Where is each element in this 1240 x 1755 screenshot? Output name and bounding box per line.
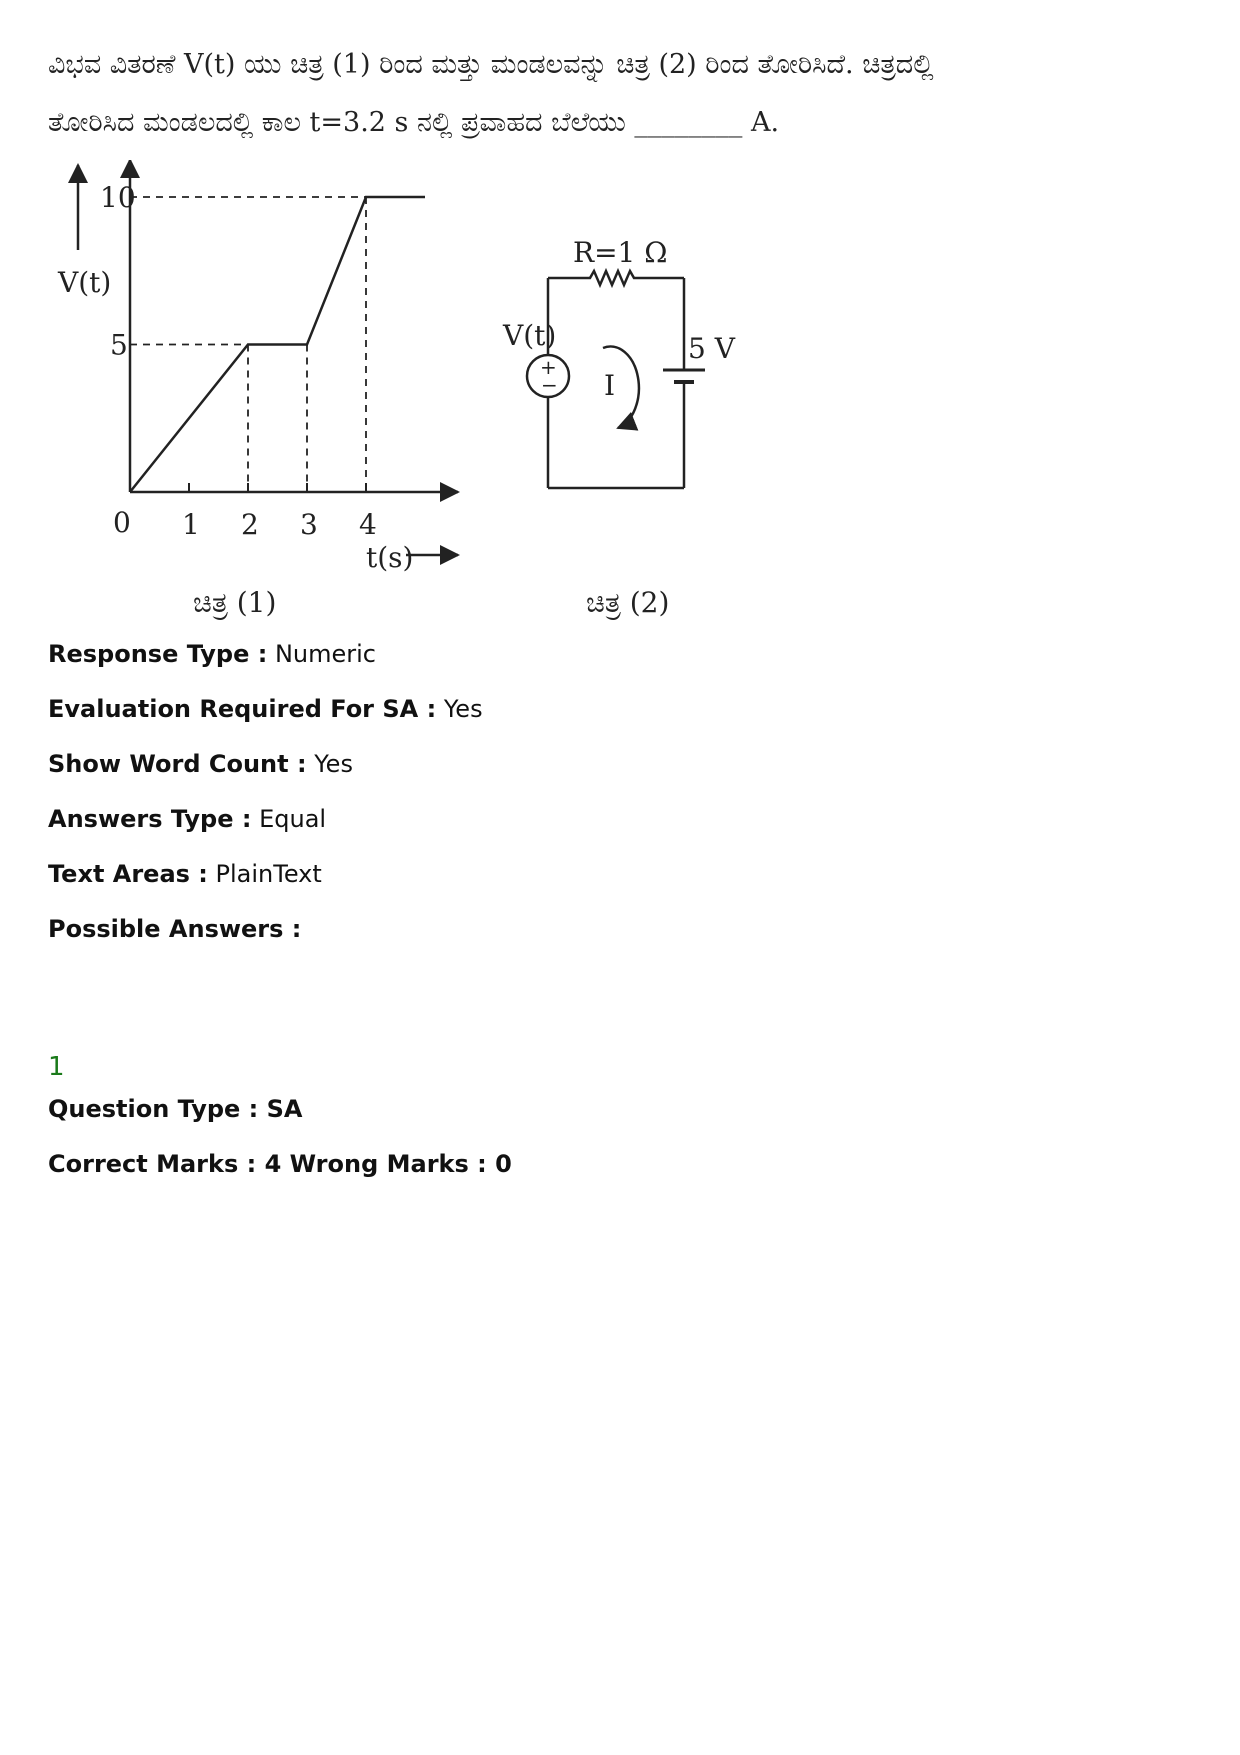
source-label: V(t) [503, 319, 557, 352]
source-plus: + [540, 355, 557, 379]
x-tick-label: 3 [300, 508, 318, 541]
word-count-row [48, 750, 353, 778]
origin-label: 0 [113, 506, 131, 539]
question-line-2: ತೋರಿಸಿದ ಮಂಡಲದಲ್ಲಿ ಕಾಲ t=3.2 s ನಲ್ಲಿ ಪ್ರವಾಹದ ಬೆಲೆಯು ________ A. [48, 107, 780, 138]
battery-label: 5 V [688, 332, 735, 365]
word-count-label: Show Word Count : [48, 750, 307, 778]
x-tick-label: 1 [182, 508, 200, 541]
text-areas-row [48, 860, 322, 888]
circuit [502, 236, 736, 620]
answers-type-label: Answers Type : [48, 805, 252, 833]
answers-type-row [48, 805, 326, 833]
y-tick-label: 5 [110, 328, 128, 362]
x-axis-label: t(s) [366, 541, 414, 574]
response-type-label: Response Type : [48, 640, 268, 668]
marks-label: Correct Marks : 4 Wrong Marks : 0 [48, 1150, 512, 1178]
question-type-row [48, 1095, 302, 1123]
figure-svg [48, 160, 768, 700]
possible-answers-label: Possible Answers : [48, 915, 302, 943]
figure1-caption: ಚಿತ್ರ (1) [193, 586, 277, 619]
question-line-1: ವಿಭವ ವಿತರಣೆ V(t) ಯು ಚಿತ್ರ (1) ರಿಂದ ಮತ್ತು ಮಂಡಲವನ್ನು ಚಿತ್ರ (2) ರಿಂದ ತೋರಿಸಿದೆ. ಚಿತ್ರದಲ್ಲಿ [48, 49, 934, 80]
resistor-icon [548, 271, 684, 285]
current-label: I [604, 369, 616, 402]
question-type-label: Question Type : SA [48, 1095, 303, 1123]
source-minus: − [541, 373, 558, 397]
x-tick-label: 2 [241, 508, 259, 541]
marks-row [48, 1150, 512, 1178]
resistor-label: R=1 Ω [573, 236, 668, 269]
vt-graph [57, 160, 458, 620]
text-areas-value: PlainText [215, 860, 322, 888]
y-axis-label: V(t) [58, 266, 112, 299]
evaluation-row [48, 695, 483, 723]
text-areas-label: Text Areas : [48, 860, 208, 888]
possible-answers-row [48, 915, 301, 943]
word-count-value: Yes [314, 750, 353, 778]
response-type-value: Numeric [274, 640, 376, 668]
x-tick-label: 4 [359, 508, 377, 541]
question-figure [48, 160, 768, 700]
response-type-row [48, 640, 376, 668]
evaluation-label: Evaluation Required For SA : [48, 695, 437, 723]
evaluation-value: Yes [443, 695, 483, 723]
figure2-caption: ಚಿತ್ರ (2) [586, 586, 670, 619]
possible-answer-value: 1 [48, 1052, 65, 1082]
question-text [48, 36, 968, 152]
answers-type-value: Equal [259, 805, 327, 833]
y-tick-label: 10 [100, 181, 136, 214]
